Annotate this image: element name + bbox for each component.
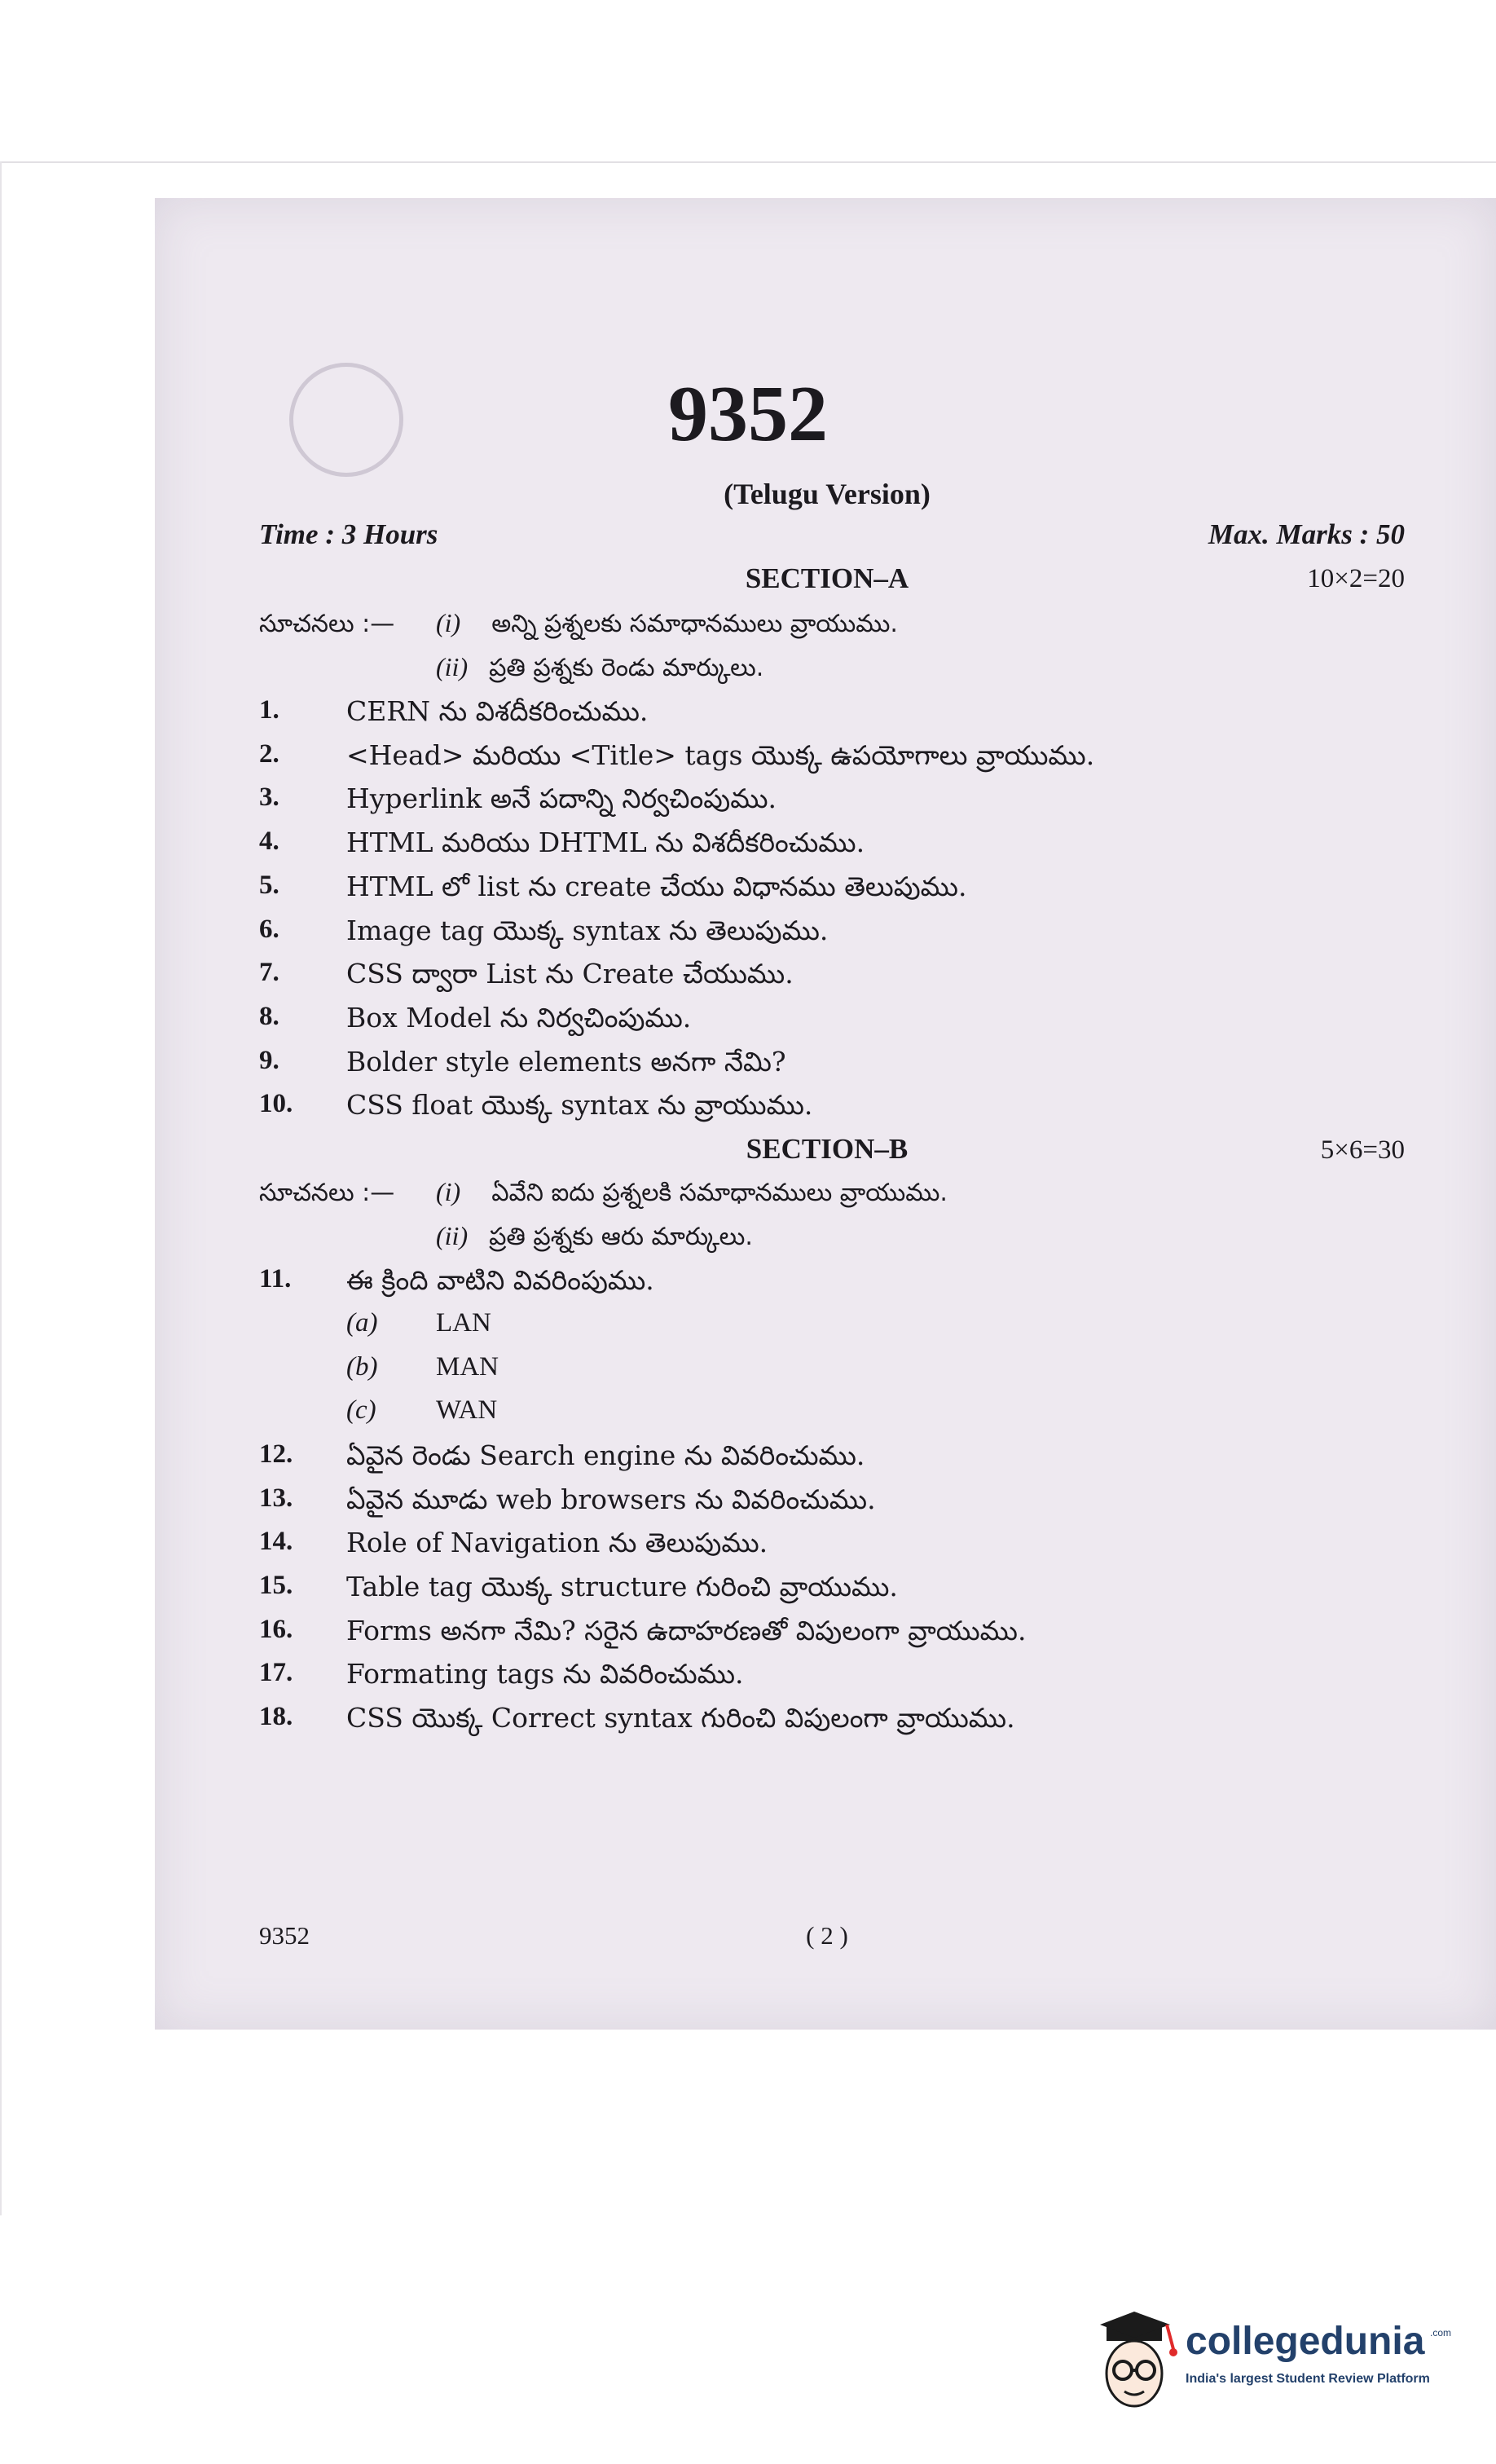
question-number: 13. <box>259 1483 293 1513</box>
question-text: Forms అనగా నేమి? సరైన ఉదాహరణతో విపులంగా వ్రాయుము. <box>346 1615 1027 1646</box>
scan-edge <box>0 161 1496 163</box>
section-a-note <box>436 652 763 688</box>
note-text: ప్రతి ప్రశ్నకు రెండు మార్కులు. <box>489 654 764 682</box>
question-text: Role of Navigation ను తెలుపుము. <box>346 1527 768 1558</box>
paper-version: (Telugu Version) <box>724 478 931 510</box>
question-text: Box Model ను నిర్వచింపుము. <box>346 1002 692 1034</box>
question-number: 16. <box>259 1615 293 1644</box>
question-text: Bolder style elements అనగా నేమి? <box>346 1046 786 1078</box>
question-text: CSS యొక్క Correct syntax గురించి విపులంగా వ్రాయుము. <box>346 1702 1015 1734</box>
question-number: 17. <box>259 1658 293 1687</box>
sub-question-label: (c) <box>346 1395 376 1425</box>
question-number: 4. <box>259 826 279 856</box>
question-number: 5. <box>259 871 279 900</box>
section-a-marks: 10×2=20 <box>1307 564 1405 593</box>
watermark-brand-name: collegedunia <box>1186 2320 1425 2363</box>
watermark-brand-suffix: .com <box>1430 2327 1452 2338</box>
sub-question-text: WAN <box>436 1395 498 1425</box>
question-text: Hyperlink అనే పదాన్ని నిర్వచింపుము. <box>346 782 777 814</box>
sub-question-text: MAN <box>436 1352 499 1382</box>
section-b-note <box>436 1177 948 1213</box>
question-number: 14. <box>259 1527 293 1556</box>
footer-paper-code: 9352 <box>259 1921 310 1950</box>
question-text: HTML మరియు DHTML ను విశదీకరించుము. <box>346 826 865 858</box>
question-number: 7. <box>259 958 279 987</box>
question-text: HTML లో list ను create చేయు విధానము తెలుపుము. <box>346 871 967 902</box>
question-number: 2. <box>259 739 279 769</box>
question-text: ఏవైన మూడు web browsers ను వివరించుము. <box>346 1483 876 1515</box>
sub-question-label: (a) <box>346 1308 378 1338</box>
section-a-note <box>436 608 898 644</box>
section-b-marks: 5×6=30 <box>1320 1135 1405 1165</box>
section-b-title: SECTION–B <box>746 1133 909 1165</box>
section-a-note-label: సూచనలు :— <box>259 610 395 638</box>
question-number: 1. <box>259 695 279 725</box>
question-text: Formating tags ను వివరించుము. <box>346 1658 744 1690</box>
question-text: CSS ద్వారా List ను Create చేయుము. <box>346 958 794 990</box>
section-b-note <box>436 1221 753 1257</box>
question-number: 9. <box>259 1046 279 1075</box>
exam-duration: Time : 3 Hours <box>259 518 438 550</box>
note-number: (ii) <box>436 1221 469 1250</box>
max-marks: Max. Marks : 50 <box>1208 518 1405 550</box>
question-number: 11. <box>259 1264 292 1294</box>
question-number: 8. <box>259 1002 279 1031</box>
sub-question-label: (b) <box>346 1352 378 1382</box>
sub-question-text: LAN <box>436 1308 491 1338</box>
note-text: ఏవేని ఐదు ప్రశ్నలకి సమాధానములు వ్రాయుము. <box>491 1179 948 1207</box>
watermark-tagline: India's largest Student Review Platform <box>1186 2372 1430 2386</box>
note-text: ప్రతి ప్రశ్నకు ఆరు మార్కులు. <box>489 1223 753 1251</box>
question-text: <Head> మరియు <Title> tags యొక్క ఉపయోగాలు వ్రాయుము. <box>346 739 1095 771</box>
note-number: (ii) <box>436 652 469 681</box>
page-number: ( 2 ) <box>806 1921 848 1950</box>
question-text: Image tag యొక్క syntax ను తెలుపుము. <box>346 915 829 946</box>
section-b-note-label: సూచనలు :— <box>259 1179 395 1207</box>
question-number: 3. <box>259 782 279 812</box>
question-text: ఏవైన రెండు Search engine ను వివరించుము. <box>346 1439 865 1471</box>
paper-code-title: 9352 <box>668 370 828 458</box>
section-a-title: SECTION–A <box>745 562 909 594</box>
note-text: అన్ని ప్రశ్నలకు సమాధానములు వ్రాయుము. <box>491 610 898 638</box>
question-text: CSS float యొక్క syntax ను వ్రాయుము. <box>346 1089 813 1121</box>
question-text: Table tag యొక్క structure గురించి వ్రాయుము. <box>346 1571 898 1602</box>
question-text: ఈ క్రింది వాటిని వివరింపుము. <box>346 1264 654 1296</box>
question-number: 10. <box>259 1089 293 1118</box>
question-number: 12. <box>259 1439 293 1469</box>
question-number: 6. <box>259 915 279 944</box>
question-number: 18. <box>259 1702 293 1731</box>
question-text: CERN ను విశదీకరించుము. <box>346 695 649 727</box>
note-number: (i) <box>436 1177 461 1206</box>
question-number: 15. <box>259 1571 293 1600</box>
scan-edge <box>0 161 2 2215</box>
note-number: (i) <box>436 608 461 637</box>
